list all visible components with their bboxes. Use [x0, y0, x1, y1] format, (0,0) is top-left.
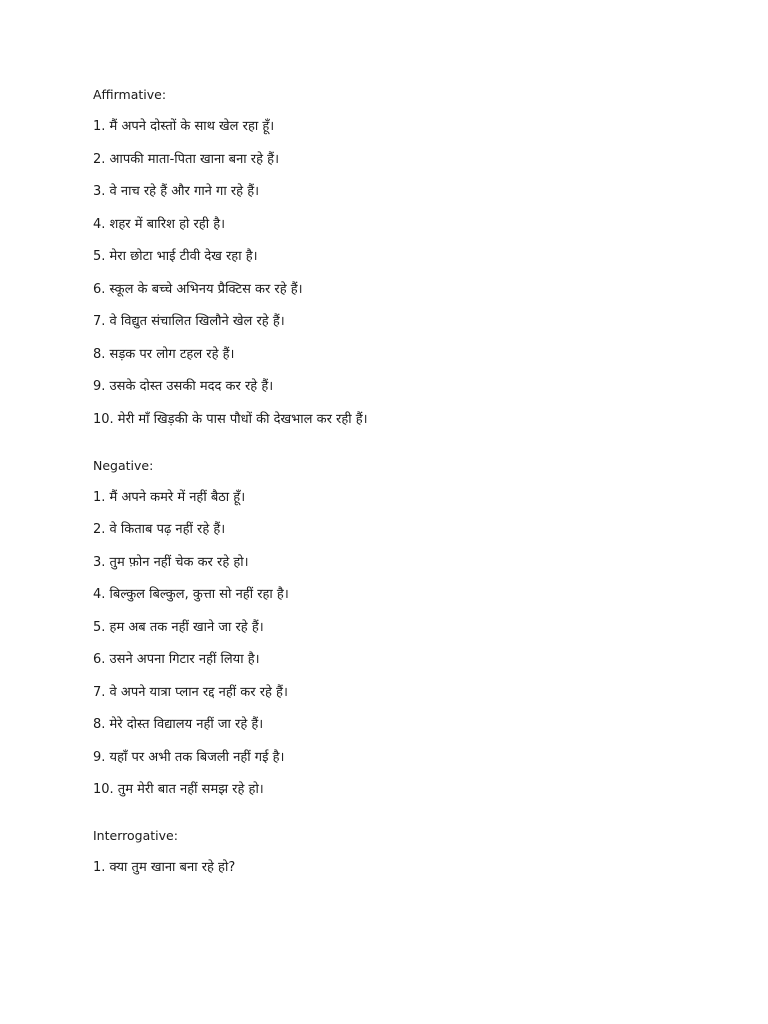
sentence-list-negative: [93, 489, 733, 800]
section-heading-negative: Negative:: [93, 457, 154, 473]
section-negative: [93, 457, 733, 800]
sentence-item: 5. मेरा छोटा भाई टीवी देख रहा है।: [93, 249, 258, 264]
sentence-list-interrogative: [93, 859, 733, 877]
sentence-item: 1. मैं अपने कमरे में नहीं बैठा हूँ।: [93, 489, 246, 505]
section-affirmative: [93, 86, 733, 429]
sentence-item: 8. मेरे दोस्त विद्यालय नहीं जा रहे हैं।: [93, 717, 264, 732]
sentence-item: 10. मेरी माँ खिड़की के पास पौधों की देखभाल कर रही हैं।: [93, 411, 368, 427]
document-page: [93, 86, 733, 905]
sentence-item: 4. शहर में बारिश हो रही है।: [93, 216, 226, 232]
sentence-item: 1. मैं अपने दोस्तों के साथ खेल रहा हूँ।: [93, 119, 275, 134]
sentence-item: 9. यहाँ पर अभी तक बिजली नहीं गई है।: [93, 749, 285, 765]
section-heading-affirmative: Affirmative:: [93, 87, 167, 102]
sentence-item: 1. क्या तुम खाना बना रहे हो?: [93, 860, 236, 875]
sentence-item: 3. तुम फ़ोन नहीं चेक कर रहे हो।: [93, 554, 249, 570]
sentence-item: 2. वे किताब पढ़ नहीं रहे हैं।: [93, 522, 226, 537]
sentence-item: 2. आपकी माता-पिता खाना बना रहे हैं।: [93, 151, 279, 167]
sentence-item: 7. वे विद्युत संचालित खिलौने खेल रहे हैं।: [93, 314, 285, 329]
sentence-item: 5. हम अब तक नहीं खाने जा रहे हैं।: [93, 619, 264, 635]
sentence-item: 6. उसने अपना गिटार नहीं लिया है।: [93, 652, 260, 667]
sentence-item: 6. स्कूल के बच्चे अभिनय प्रैक्टिस कर रहे हैं।: [93, 281, 303, 297]
sentence-item: 7. वे अपने यात्रा प्लान रद्द नहीं कर रहे हैं।: [93, 684, 288, 700]
sentence-item: 9. उसके दोस्त उसकी मदद कर रहे हैं।: [93, 379, 274, 394]
section-interrogative: [93, 827, 733, 877]
sentence-item: 10. तुम मेरी बात नहीं समझ रहे हो।: [93, 782, 264, 797]
sentence-item: 3. वे नाच रहे हैं और गाने गा रहे हैं।: [93, 184, 260, 199]
sentence-list-affirmative: [93, 118, 733, 429]
section-heading-interrogative: Interrogative:: [93, 828, 178, 843]
sentence-item: 8. सड़क पर लोग टहल रहे हैं।: [93, 346, 235, 362]
sentence-item: 4. बिल्कुल बिल्कुल, कुत्ता सो नहीं रहा है।: [93, 587, 289, 602]
